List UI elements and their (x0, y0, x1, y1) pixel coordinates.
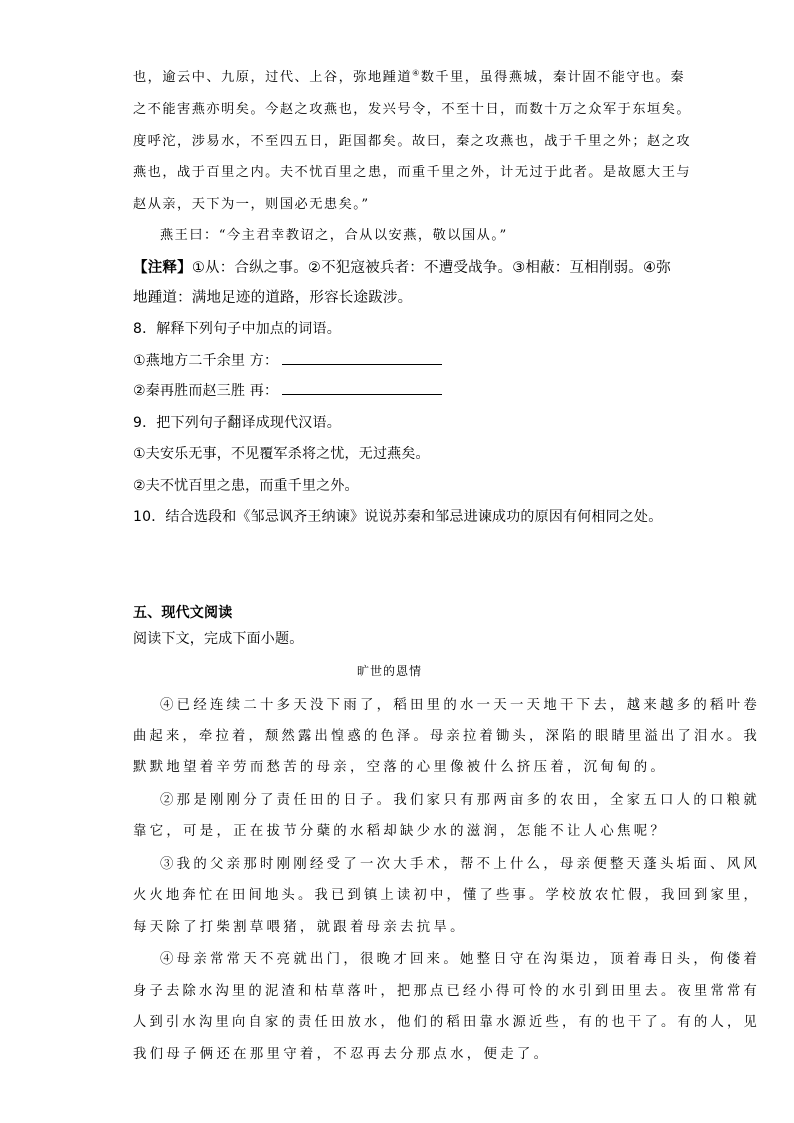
question-9-item-1: ①夫安乐无事，不见覆军杀将之忧，无过燕矣。 (133, 446, 430, 462)
classical-line-5: 赵从亲，天下为一，则国必无患矣。” (133, 197, 370, 212)
article-line-6: ③我的父亲那时刚刚经受了一次大手术，帮不上什么，母亲便整天蓬头垢面、风风 (160, 857, 760, 872)
question-10: 10．结合选段和《邹忌讽齐王纳谏》说说苏秦和邹忌进谏成功的原因有何相同之处。 (133, 509, 663, 525)
article-line-7: 火火地奔忙在田间地头。我已到镇上读初中，懂了些事。学校放农忙假，我回到家里， (133, 888, 760, 903)
notes-line-2: 地踵道：满地足迹的道路，形容长途跋涉。 (133, 290, 413, 306)
article-line-10: 身子去除水沟里的泥渣和枯草落叶，把那点已经小得可怜的水引到田里去。夜里常常有 (133, 984, 760, 999)
question-8: 8．解释下列句子中加点的词语。 (133, 321, 341, 337)
notes-line-1: 【注释】①从：合纵之事。②不犯寇被兵者：不遭受战争。③相蔽：互相削弱。④弥 (133, 260, 671, 276)
article-title: 旷世的恩情 (357, 664, 423, 678)
answer-blank[interactable] (282, 380, 442, 395)
article-line-3: 默默地望着辛劳而愁苦的母亲，空落的心里像被什么挤压着，沉甸甸的。 (133, 760, 668, 775)
classical-line-4: 燕也，战于百里之内。夫不忧百里之患，而重千里之外，计无过于此者。是故愿大王与 (133, 165, 692, 180)
question-9-item-2: ②夫不忧百里之患，而重千里之外。 (133, 478, 359, 494)
article-line-12: 我们母子俩还在那里守着，不忍再去分那点水，便走了。 (133, 1047, 551, 1062)
classical-line-1: 也，逾云中、九原，过代、上谷，弥地踵道④数千里，虽得燕城，秦计固不能守也。秦 (133, 68, 686, 85)
question-9: 9．把下列句子翻译成现代汉语。 (133, 415, 341, 431)
notes-label: 【注释】 (133, 260, 192, 276)
answer-blank[interactable] (282, 350, 442, 365)
note-mark: ④ (412, 68, 421, 78)
article-line-1: ④已经连续二十多天没下雨了，稻田里的水一天一天地干下去，越来越多的稻叶卷 (160, 698, 760, 713)
section-instruction: 阅读下文，完成下面小题。 (133, 631, 304, 647)
article-line-5: 靠它，可是，正在拔节分蘖的水稻却缺少水的滋润，怎能不让人心焦呢？ (133, 824, 668, 839)
section-heading: 五、现代文阅读 (133, 605, 233, 621)
classical-line-6: 燕王曰：“今主君幸教诏之，合从以安燕，敬以国从。” (160, 228, 508, 243)
article-line-4: ②那是刚刚分了责任田的日子。我们家只有那两亩多的农田，全家五口人的口粮就 (160, 793, 760, 808)
classical-line-3: 度呼沱，涉易水，不至四五日，距国都矣。故曰，秦之攻燕也，战于千里之外；赵之攻 (133, 134, 692, 149)
question-8-item-1: ①燕地方二千余里 方： (133, 350, 442, 370)
classical-line-2: 之不能害燕亦明矣。今赵之攻燕也，发兴号令，不至十日，而数十万之众军于东垣矣。 (133, 102, 692, 117)
article-line-2: 曲起来，牵拉着，颓然露出惶惑的色泽。母亲拉着锄头，深陷的眼睛里溢出了泪水。我 (133, 729, 760, 744)
question-8-item-2: ②秦再胜而赵三胜 再： (133, 380, 442, 400)
article-line-9: ④母亲常常天不亮就出门，很晚才回来。她整日守在沟渠边，顶着毒日头，佝偻着 (160, 952, 760, 967)
article-line-11: 人到引水沟里向自家的责任田放水，他们的稻田靠水源近些，有的也干了。有的人，见 (133, 1015, 760, 1030)
article-line-8: 每天除了打柴割草喂猪，就跟着母亲去抗旱。 (133, 920, 467, 935)
